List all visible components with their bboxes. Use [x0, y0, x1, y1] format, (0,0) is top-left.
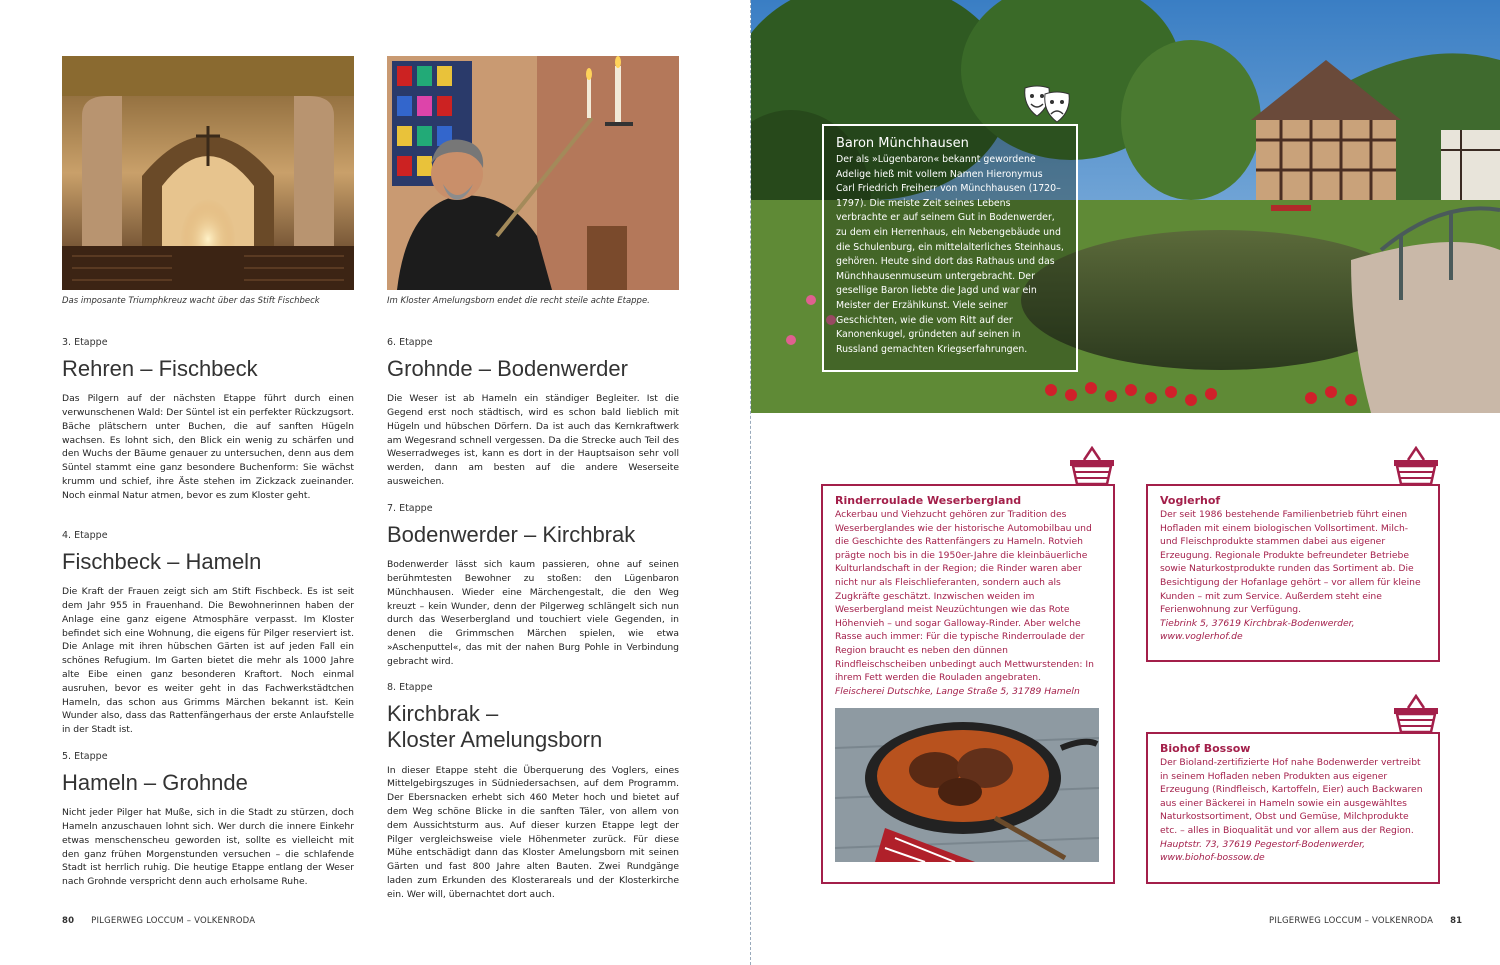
info-box-title: Baron Münchhausen	[836, 136, 969, 151]
stage-number: 5. Etappe	[62, 751, 108, 762]
stage-title: Rehren – Fischbeck	[62, 355, 258, 381]
baron-info-box	[822, 124, 1078, 372]
stage-7	[387, 502, 679, 669]
monk-candle-photo	[387, 56, 679, 290]
stage-text: Die Weser ist ab Hameln ein ständiger Begleiter. Ist die Gegend erst noch städtisch, wird es schon bald lieblich mit Hügeln und hübschen Dörfern. Da ist auch das Kernkraftwerk am Wegesrand schnell vergessen. Da die Strecke auch Teil des Weserradweges ist, kann es dort in der Hauptsaison sehr voll werden, dann am besten auf die andere Weserseite ausweichen.	[387, 393, 679, 487]
stage-number: 4. Etappe	[62, 530, 108, 541]
footer-title: PILGERWEG LOCCUM – VOLKENRODA	[1269, 916, 1434, 926]
shop-address: Tiebrink 5, 37619 Kirchbrak-Bodenwerder,	[1160, 617, 1355, 629]
left-footer	[62, 916, 255, 926]
stage-title: Bodenwerder – Kirchbrak	[387, 521, 636, 547]
stage-text: Bodenwerder lässt sich kaum passieren, ohne auf seinen berühmtesten Bewohner zu stoßen: den Lügenbaron Münchhausen. Wieder eine Märchengestalt, die den Weg kreuzt – kein Wunder, denn der Pilgerweg schlängelt sich nun durch das Weserbergland und touchiert viele Gegenden, in denen die Grimmschen Märchen spielen, wie etwa »Aschenputtel«, das mit der nahen Burg Pohle in Verbindung gebracht wird.	[387, 559, 679, 667]
shop-website-link[interactable]: www.voglerhof.de	[1160, 631, 1243, 643]
stage-number: 6. Etappe	[387, 337, 433, 348]
info-box-text: Der als »Lügenbaron« bekannt gewordene Adelige hieß mit vollem Namen Hieronymus Carl Friedrich Freiherr von Münchhausen (1720–1797). Die meiste Zeit seines Lebens verbrachte er auf seinem Gut in Bodenwerder, zu dem ein Herrenhaus, ein Nebengebäude und die Schulenburg, ein mittelalterliches Steinhaus, gehören. Heute sind dort das Rathaus und das Münchhausenmuseum untergebracht. Der gesellige Baron liebte die Jagd und war ein Meister der Erzählkunst. Viele seiner Geschichten, wie die vom Ritt auf der Kanonenkugel, gründeten auf seinen in Russland gemachten Kriegserfahrungen.	[836, 154, 1064, 355]
monk-photo-caption: Im Kloster Amelungsborn endet die recht steile achte Etappe.	[387, 296, 650, 306]
stage-6	[387, 336, 679, 489]
shop-text: Der Bioland-zertifizierte Hof nahe Bodenwerder vertreibt in seinem Hofladen neben Produkten aus eigener Erzeugung (Rindfleisch, Kartoffeln, Eier) auch Backwaren aus einer Bäckerei in Hameln sowie ein ausgewähltes Naturkostsortiment, Obst und Gemüse, Milchprodukte etc. – alles in Bioqualität und vor allem aus der Region.	[1160, 757, 1423, 836]
stage-title-line1: Kirchbrak –	[387, 700, 499, 726]
shop-text: Der seit 1986 bestehende Familienbetrieb führt einen Hofladen mit einem biologischen Vollsortiment. Milch- und Fleischprodukte stammen dabei aus eigener Erzeugung. Regionale Produkte befreundeter Betriebe sowie Naturkostprodukte runden das Sortiment ab. Die Besichtigung der Hofanlage gehört – vor allem für kleine Kunden – mit zum Service. Außerdem steht eine Ferienwohnung zur Verfügung.	[1160, 509, 1421, 616]
shop-box-rinderroulade	[821, 484, 1115, 884]
stage-title-line2: Kloster Amelungsborn	[387, 727, 603, 753]
stage-4	[62, 529, 354, 737]
shop-box-biohof-bossow	[1146, 732, 1440, 884]
shop-website-link[interactable]: www.biohof-bossow.de	[1160, 852, 1265, 864]
page-number: 81	[1450, 916, 1463, 926]
right-page	[751, 0, 1500, 965]
shop-title: Rinderroulade Weserbergland	[835, 494, 1022, 507]
stage-3	[62, 336, 354, 503]
church-interior-photo	[62, 56, 354, 290]
stage-number: 8. Etappe	[387, 682, 433, 693]
roulade-dish-photo	[835, 708, 1099, 862]
stage-text: Das Pilgern auf der nächsten Etappe führt durch einen verwunschenen Wald: Der Süntel ist ein perfekter Rückzugsort. Bäche plätschern unter Buchen, die auf sanften Hügeln wachsen. Es lohnt sich, den Blick ein wenig zu schärfen und den Wuchs der Bäume genauer zu untersuchen, denn aus dem Süntel stammt eine ganz besondere Buchenform: Sie wächst krumm und schief, ihre Äste stehen im Zickzack zueinander. Noch einmal Natur atmen, bevor es zum Kloster geht.	[62, 393, 354, 501]
stage-title: Hameln – Grohnde	[62, 769, 248, 795]
footer-title: PILGERWEG LOCCUM – VOLKENRODA	[91, 916, 256, 926]
stage-text: Die Kraft der Frauen zeigt sich am Stift Fischbeck. Es ist seit dem Jahr 955 in Frauenhand. Die Bewohnerinnen haben der Anlage eine ganz eigene Atmosphäre verpasst. Im Kloster befindet sich eine Wohnung, die eigens für Pilger reserviert ist. Die Anlage mit ihren hübschen Gärten ist auf jeden Fall ein schönes Refugium. Im Garten bietet die mehr als 1000 Jahre alte Eibe einen ganz besonderen Kraftort. Noch einmal ausruhen, bevor es weiter geht in das Fachwerkstädtchen Hameln, das schon aus Grimms Märchen bekannt ist. Kein Wunder also, dass das Rattenfängerhaus der erste Anlaufstelle in der Stadt ist.	[62, 586, 354, 736]
shopping-basket-icon	[1393, 446, 1439, 486]
shop-address: Fleischerei Dutschke, Lange Straße 5, 31789 Hameln	[835, 685, 1080, 697]
shop-title: Biohof Bossow	[1160, 742, 1251, 755]
stage-title	[387, 701, 679, 754]
stage-8	[387, 681, 679, 902]
page-number: 80	[62, 916, 75, 926]
shop-box-voglerhof	[1146, 484, 1440, 662]
church-photo-caption: Das imposante Triumphkreuz wacht über das Stift Fischbeck	[62, 296, 320, 306]
stage-title: Grohnde – Bodenwerder	[387, 355, 628, 381]
shopping-basket-icon	[1069, 446, 1115, 486]
stage-number: 3. Etappe	[62, 337, 108, 348]
shop-address: Hauptstr. 73, 37619 Pegestorf-Bodenwerder,	[1160, 838, 1366, 850]
shop-title: Voglerhof	[1160, 494, 1221, 507]
shopping-basket-icon	[1393, 694, 1439, 734]
stage-title: Fischbeck – Hameln	[62, 548, 262, 574]
stage-5	[62, 750, 354, 889]
stage-text: In dieser Etappe steht die Überquerung des Voglers, eines Mittelgebirgszuges in Südniedersachsen, auf dem Programm. Der Ebersnacken erhebt sich 460 Meter hoch und bietet auf dem Weg schöne Blicke in die sanften Täler, von allem von dem Aussichtsturm aus. Auf dieser kurzen Etappe legt der Pilger vergleichsweise viele Höhenmeter zurück. Für diese Mühe entschädigt dann das Kloster Amelungsborn mit seinen Gärten und fast 800 Jahre alten Bauten. Zwei Rundgänge laden zum Erkunden des Klosterareals und der Klosterkirche ein. Wer will, übernachtet dort auch.	[387, 764, 679, 900]
shop-text: Ackerbau und Viehzucht gehören zur Tradition des Weserberglandes wie der historische Automobilbau und die Geschichte des Rattenfängers zu Hameln. Rotvieh prägte noch bis in die 1950er-Jahre die kleinbäuerliche Kulturlandschaft in der Region; die Rinder waren aber nicht nur als Fleischlieferanten, sondern auch als Zugkräfte geschätzt. Inzwischen weiden im Weserbergland meist Neuzüchtungen wie das Rote Höhenvieh – und sogar Galloway-Rinder. Aber welche Rasse auch immer: Für die typische Rinderroulade der Region braucht es neben den dünnen Rindfleischscheiben unbedingt auch Mettwurstenden: In ihrem Fett werden die Rouladen angebraten.	[835, 509, 1094, 684]
stage-number: 7. Etappe	[387, 503, 433, 514]
stage-text: Nicht jeder Pilger hat Muße, sich in die Stadt zu stürzen, doch Hameln anzuschauen lohnt sich. Wer durch die innere Einkehr etwas menschenscheu geworden ist, sollte es vielleicht mit den ganz frühen Morgenstunden versuchen – die schlafende Stadt ist herrlich ruhig. Die heutige Etappe entlang der Weser nach Grohnde verspricht denn auch erholsame Ruhe.	[62, 807, 354, 888]
right-footer	[1269, 916, 1462, 926]
